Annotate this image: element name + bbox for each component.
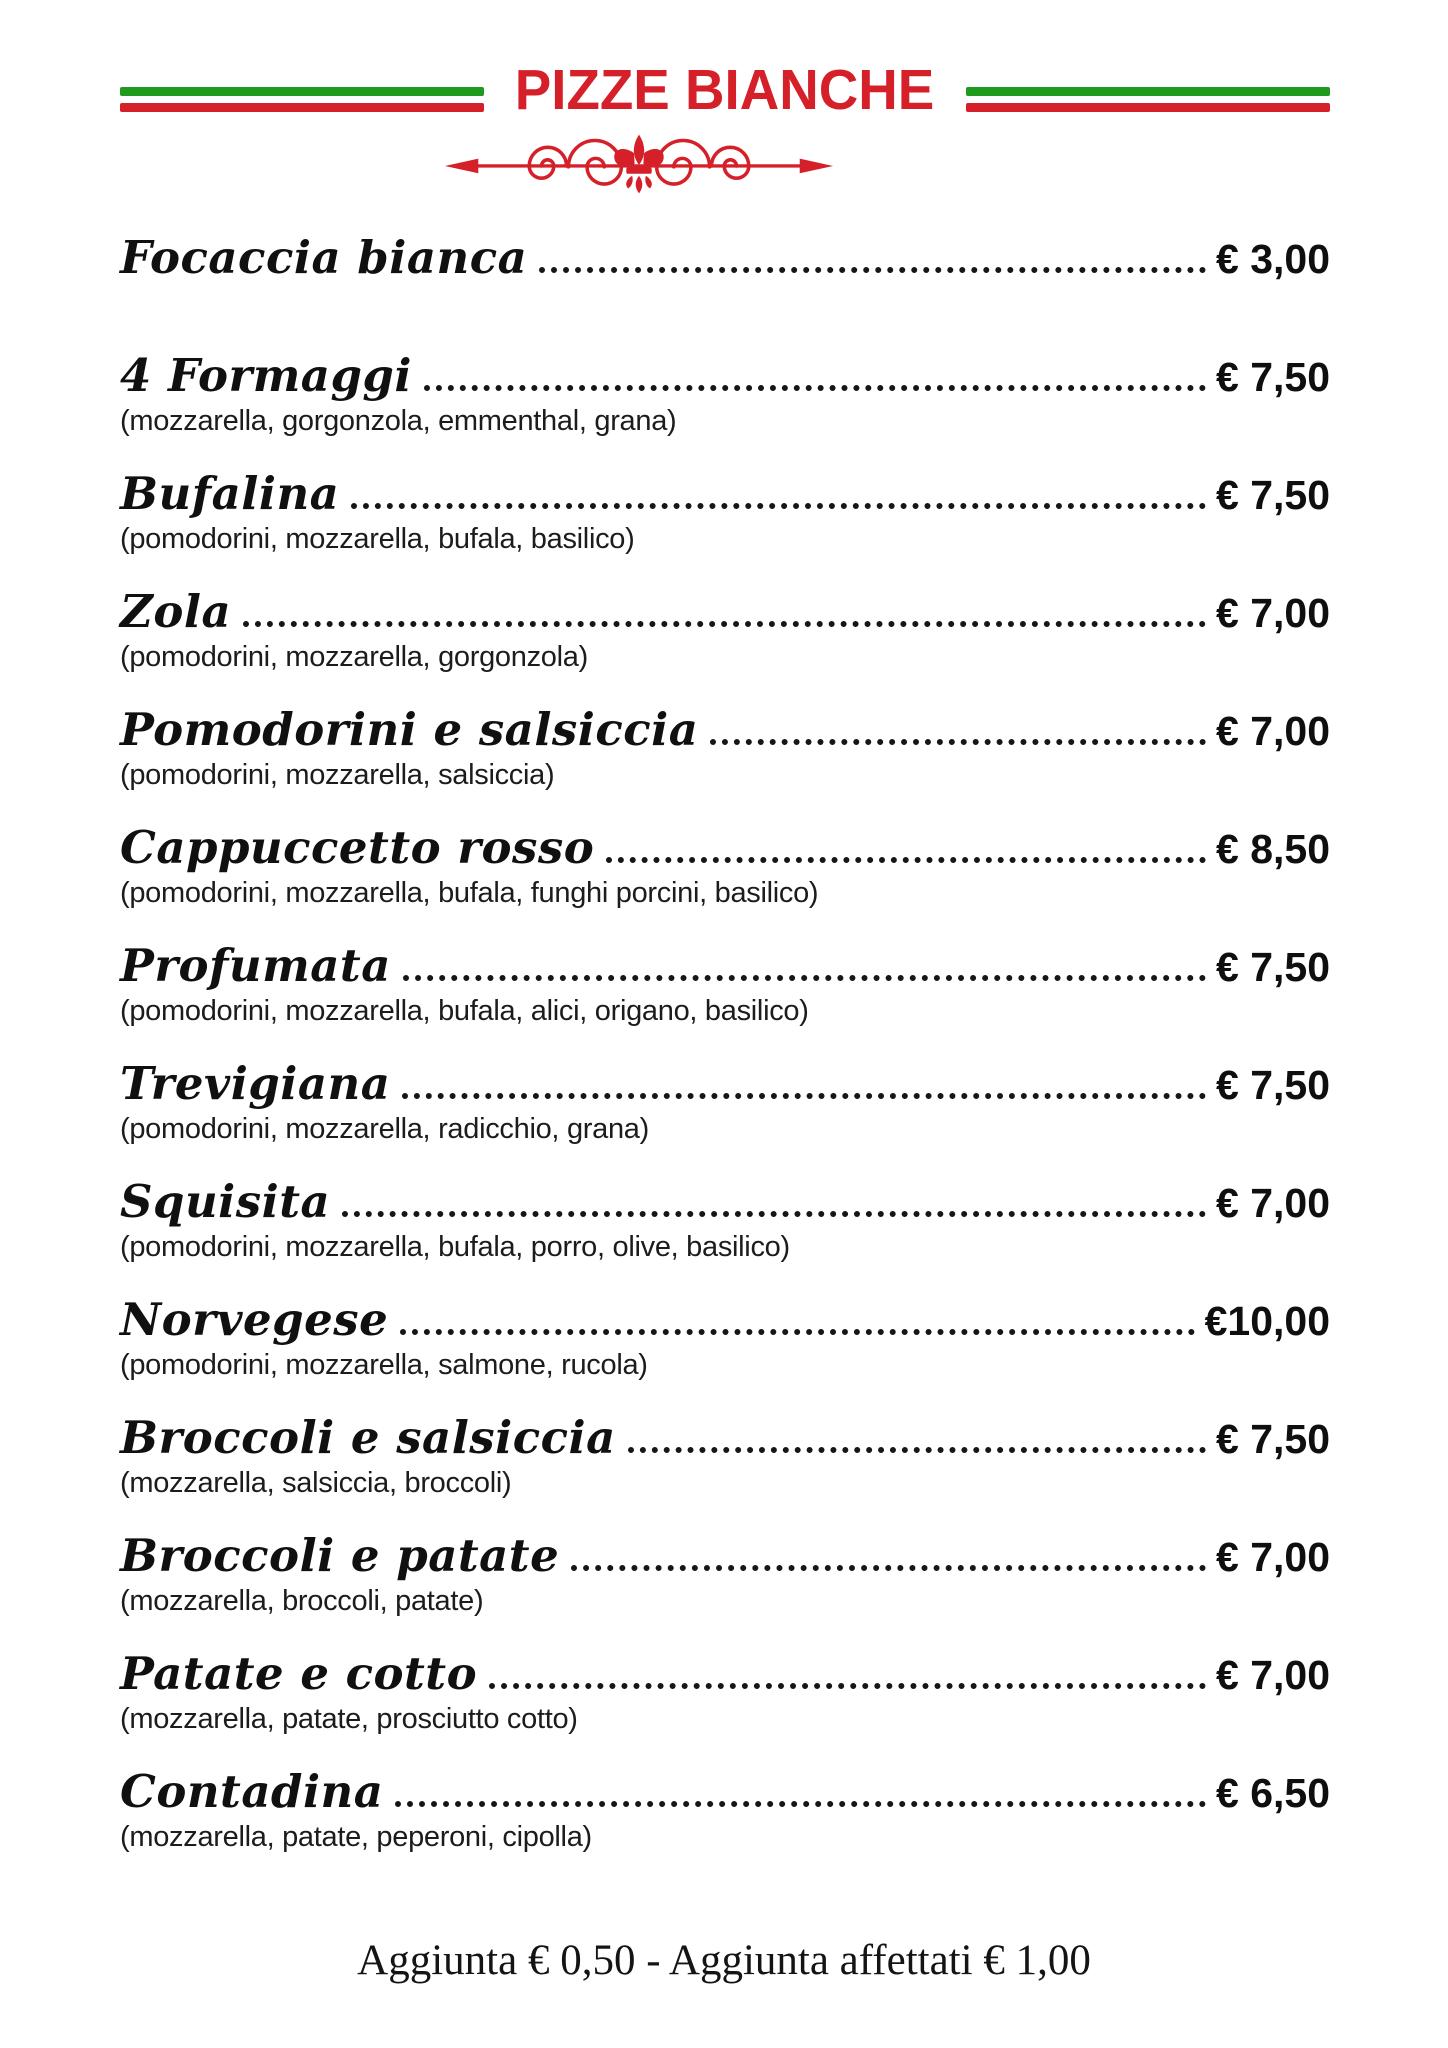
item-row	[120, 1056, 1330, 1112]
item-price: € 7,50	[1216, 1416, 1330, 1462]
item-row	[120, 1292, 1330, 1348]
item-name: Patate e cotto	[120, 1647, 478, 1700]
item-name: Broccoli e patate	[120, 1529, 560, 1582]
item-price: € 7,00	[1216, 708, 1330, 754]
dotted-leader	[400, 1329, 1194, 1335]
footer-note: Aggiunta € 0,50 - Aggiunta affettati € 1,00	[357, 1937, 1091, 1984]
item-price: € 7,50	[1216, 944, 1330, 990]
item-ingredients: (pomodorini, mozzarella, salsiccia)	[120, 759, 555, 791]
menu-item	[120, 584, 1330, 674]
item-row	[120, 1410, 1330, 1466]
menu-item	[120, 1764, 1330, 1854]
item-name: Pomodorini e salsiccia	[120, 703, 699, 756]
item-row	[120, 230, 1330, 286]
green-stripe	[120, 87, 484, 96]
flag-stripes-right-icon	[966, 87, 1330, 112]
item-row	[120, 1646, 1330, 1702]
item-row	[120, 1528, 1330, 1584]
item-ingredients: (pomodorini, mozzarella, bufala, porro, olive, basilico)	[120, 1231, 790, 1263]
item-ingredients: (mozzarella, gorgonzola, emmenthal, grana)	[120, 405, 677, 437]
item-price: € 3,00	[1216, 236, 1330, 282]
item-name: Norvegese	[120, 1293, 389, 1346]
item-name: Cappuccetto rosso	[120, 821, 595, 874]
item-row	[120, 820, 1330, 876]
menu-item	[120, 820, 1330, 910]
divider-row	[120, 126, 1330, 200]
item-ingredients: (pomodorini, mozzarella, gorgonzola)	[120, 641, 588, 673]
dotted-leader	[539, 267, 1206, 273]
item-price: € 7,00	[1216, 1652, 1330, 1698]
item-row	[120, 1174, 1330, 1230]
item-price: € 7,00	[1216, 1180, 1330, 1226]
dotted-leader	[395, 1801, 1206, 1807]
menu-list	[120, 230, 1330, 1854]
red-stripe	[966, 103, 1330, 112]
item-price: € 7,50	[1216, 1062, 1330, 1108]
item-price: €10,00	[1204, 1298, 1330, 1344]
item-price: € 7,50	[1216, 354, 1330, 400]
dotted-leader	[243, 621, 1206, 627]
dotted-leader	[606, 857, 1206, 863]
dotted-leader	[351, 503, 1206, 509]
menu-item	[120, 1646, 1330, 1736]
item-row	[120, 466, 1330, 522]
item-ingredients: (pomodorini, mozzarella, bufala, basilico)	[120, 523, 635, 555]
dotted-leader	[342, 1211, 1206, 1217]
dotted-leader	[402, 1093, 1206, 1099]
menu-item	[120, 1056, 1330, 1146]
item-row	[120, 584, 1330, 640]
dotted-leader	[424, 385, 1206, 391]
item-price: € 8,50	[1216, 826, 1330, 872]
flourish-divider-icon	[443, 126, 835, 200]
dotted-leader	[571, 1565, 1206, 1571]
item-price: € 7,00	[1216, 1534, 1330, 1580]
item-name: Profumata	[120, 939, 391, 992]
item-ingredients	[120, 287, 1330, 320]
item-ingredients: (mozzarella, broccoli, patate)	[120, 1585, 484, 1617]
item-ingredients: (mozzarella, patate, peperoni, cipolla)	[120, 1821, 592, 1853]
item-row	[120, 702, 1330, 758]
item-ingredients: (pomodorini, mozzarella, bufala, alici, origano, basilico)	[120, 995, 809, 1027]
page-title: PIZZE BIANCHE	[515, 58, 935, 122]
menu-item	[120, 348, 1330, 438]
dotted-leader	[628, 1447, 1206, 1453]
item-name: Zola	[120, 585, 232, 638]
menu-item	[120, 1410, 1330, 1500]
flag-stripes-left-icon	[120, 87, 484, 112]
item-row	[120, 348, 1330, 404]
menu-item	[120, 938, 1330, 1028]
red-stripe	[120, 103, 484, 112]
menu-item	[120, 1292, 1330, 1382]
dotted-leader	[489, 1683, 1206, 1689]
item-ingredients: (mozzarella, salsiccia, broccoli)	[120, 1467, 512, 1499]
page-header	[120, 56, 1330, 124]
item-name: Contadina	[120, 1765, 384, 1818]
item-name: 4 Formaggi	[120, 349, 412, 402]
item-name: Broccoli e salsiccia	[120, 1411, 616, 1464]
menu-item	[120, 1174, 1330, 1264]
menu-item	[120, 1528, 1330, 1618]
item-row	[120, 1764, 1330, 1820]
item-ingredients: (pomodorini, mozzarella, bufala, funghi porcini, basilico)	[120, 877, 819, 909]
fleur-de-lis-icon	[614, 135, 663, 194]
dotted-leader	[710, 739, 1206, 745]
item-price: € 6,50	[1216, 1770, 1330, 1816]
menu-item	[120, 702, 1330, 792]
item-ingredients: (pomodorini, mozzarella, radicchio, grana)	[120, 1113, 649, 1145]
item-row	[120, 938, 1330, 994]
item-price: € 7,50	[1216, 472, 1330, 518]
item-ingredients: (pomodorini, mozzarella, salmone, rucola)	[120, 1349, 648, 1381]
menu-item	[120, 466, 1330, 556]
item-price: € 7,00	[1216, 590, 1330, 636]
item-name: Focaccia bianca	[120, 231, 528, 284]
item-ingredients: (mozzarella, patate, prosciutto cotto)	[120, 1703, 578, 1735]
item-name: Trevigiana	[120, 1057, 391, 1110]
green-stripe	[966, 87, 1330, 96]
dotted-leader	[403, 975, 1206, 981]
item-name: Squisita	[120, 1175, 331, 1228]
item-name: Bufalina	[120, 467, 340, 520]
menu-item	[120, 230, 1330, 320]
